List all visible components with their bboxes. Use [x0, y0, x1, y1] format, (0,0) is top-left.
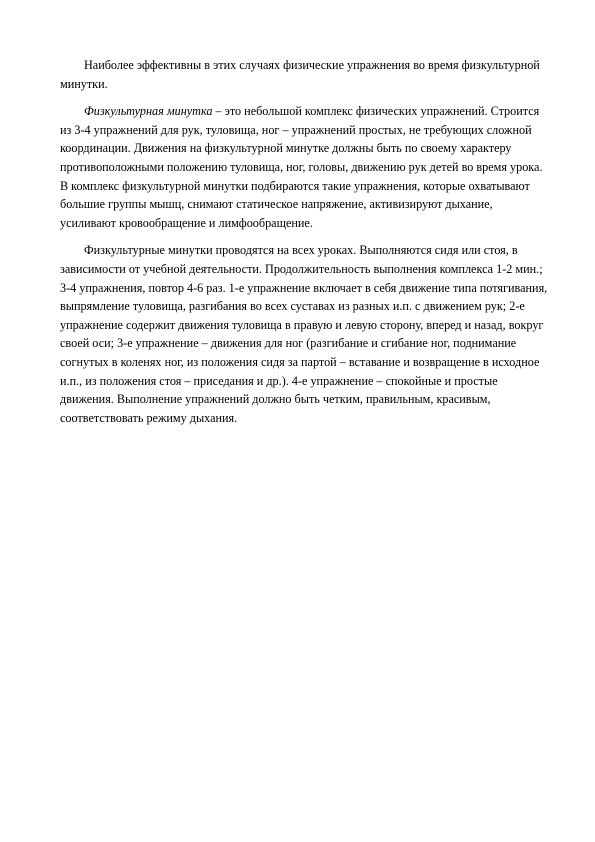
definition-text: – это небольшой комплекс физических упражнений. Строится из 3-4 упражнений для рук, туловища, ног – упражнений простых, не требующих сложной координации. Движения на физкультурной минутке должны быть по своему характеру противоположными положению туловища, ног, головы, движению рук детей во время урока. В комплекс физкультурной минутки подбираются такие упражнения, которые охватывают большие группы мышц, снимают статическое напряжение, активизируют дыхание, усиливают кровообращение и лимфообращение. [60, 104, 543, 230]
definition-term: Физкультурная минутка [84, 104, 213, 119]
document-body [60, 56, 550, 436]
paragraph-definition [60, 102, 550, 232]
paragraph-intro: Наиболее эффективны в этих случаях физические упражнения во время физкультурной минутки. [60, 58, 540, 91]
paragraph-details: Физкультурные минутки проводятся на всех уроках. Выполняются сидя или стоя, в зависимости от учебной деятельности. Продолжительность выполнения комплекса 1-2 мин.; 3-4 упражнения, повтор 4-6 раз. 1-е упражнение включает в себя движение типа потягивания, выпрямление туловища, разгибания во всех суставах из разных и.п. с движением рук; 2-е упражнение содержит движения туловища в правую и левую сторону, вперед и назад, вокруг своей оси; 3-е упражнение – движения для ног (разгибание и сгибание ног, поднимание согнутых в коленях ног, из положения сидя за партой – вставание и возвращение в исходное и.п., из положения стоя – приседания и др.). 4-е упражнение – спокойные и простые движения. Выполнение упражнений должно быть четким, правильным, красивым, соответствовать режиму дыхания. [60, 243, 548, 425]
